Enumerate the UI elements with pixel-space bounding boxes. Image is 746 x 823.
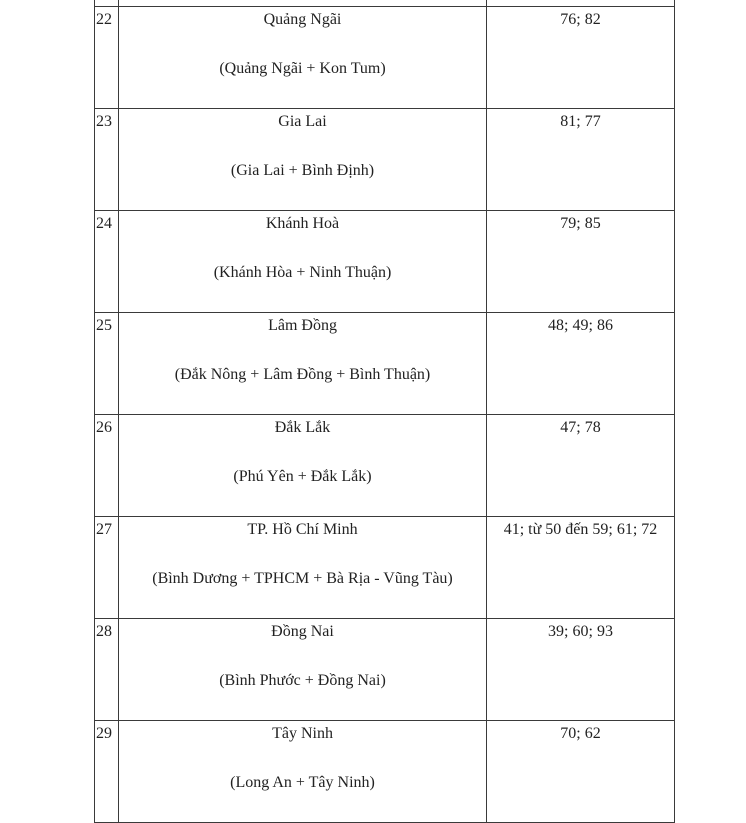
province-cell	[119, 415, 487, 517]
plate-codes: 41; từ 50 đến 59; 61; 72	[487, 517, 675, 619]
province-table	[94, 0, 675, 823]
province-cell	[119, 313, 487, 415]
row-number: 24	[95, 211, 119, 313]
province-cell	[119, 7, 487, 109]
table-row	[95, 211, 675, 313]
row-number: 28	[95, 619, 119, 721]
province-name: Tây Ninh	[272, 725, 333, 742]
plate-codes: 47; 78	[487, 415, 675, 517]
plate-codes: 79; 85	[487, 211, 675, 313]
table-row	[95, 313, 675, 415]
merged-provinces: (Đắk Nông + Lâm Đồng + Bình Thuận)	[174, 366, 431, 383]
province-name: Khánh Hoà	[265, 215, 340, 232]
province-name: Đắk Lắk	[274, 419, 331, 436]
plate-codes: 76; 82	[487, 7, 675, 109]
province-cell	[119, 721, 487, 823]
row-number: 22	[95, 7, 119, 109]
province-name: Quảng Ngãi	[263, 11, 342, 28]
row-number: 29	[95, 721, 119, 823]
table-row	[95, 721, 675, 823]
province-cell	[119, 517, 487, 619]
table-row	[95, 619, 675, 721]
plate-codes: 48; 49; 86	[487, 313, 675, 415]
province-name: Gia Lai	[278, 113, 327, 130]
row-number: 23	[95, 109, 119, 211]
table-row	[95, 415, 675, 517]
plate-codes: 81; 77	[487, 109, 675, 211]
province-table-container	[94, 0, 674, 823]
row-number: 27	[95, 517, 119, 619]
merged-provinces: (Gia Lai + Bình Định)	[230, 162, 375, 179]
merged-provinces: (Phú Yên + Đắk Lắk)	[233, 468, 372, 485]
merged-provinces: (Quảng Ngãi + Kon Tum)	[219, 60, 386, 77]
plate-codes: 39; 60; 93	[487, 619, 675, 721]
plate-codes: 70; 62	[487, 721, 675, 823]
province-name: TP. Hồ Chí Minh	[247, 521, 358, 538]
merged-provinces: (Khánh Hòa + Ninh Thuận)	[213, 264, 392, 281]
province-cell	[119, 109, 487, 211]
table-row	[95, 109, 675, 211]
row-number: 25	[95, 313, 119, 415]
merged-provinces: (Bình Phước + Đồng Nai)	[219, 672, 386, 689]
table-row	[95, 7, 675, 109]
province-name: Đồng Nai	[271, 623, 334, 640]
province-cell	[119, 211, 487, 313]
province-cell	[119, 619, 487, 721]
table-row	[95, 517, 675, 619]
row-number: 26	[95, 415, 119, 517]
merged-provinces: (Bình Dương + TPHCM + Bà Rịa - Vũng Tàu)	[152, 570, 453, 587]
merged-provinces: (Long An + Tây Ninh)	[230, 774, 375, 791]
province-name: Lâm Đồng	[268, 317, 337, 334]
